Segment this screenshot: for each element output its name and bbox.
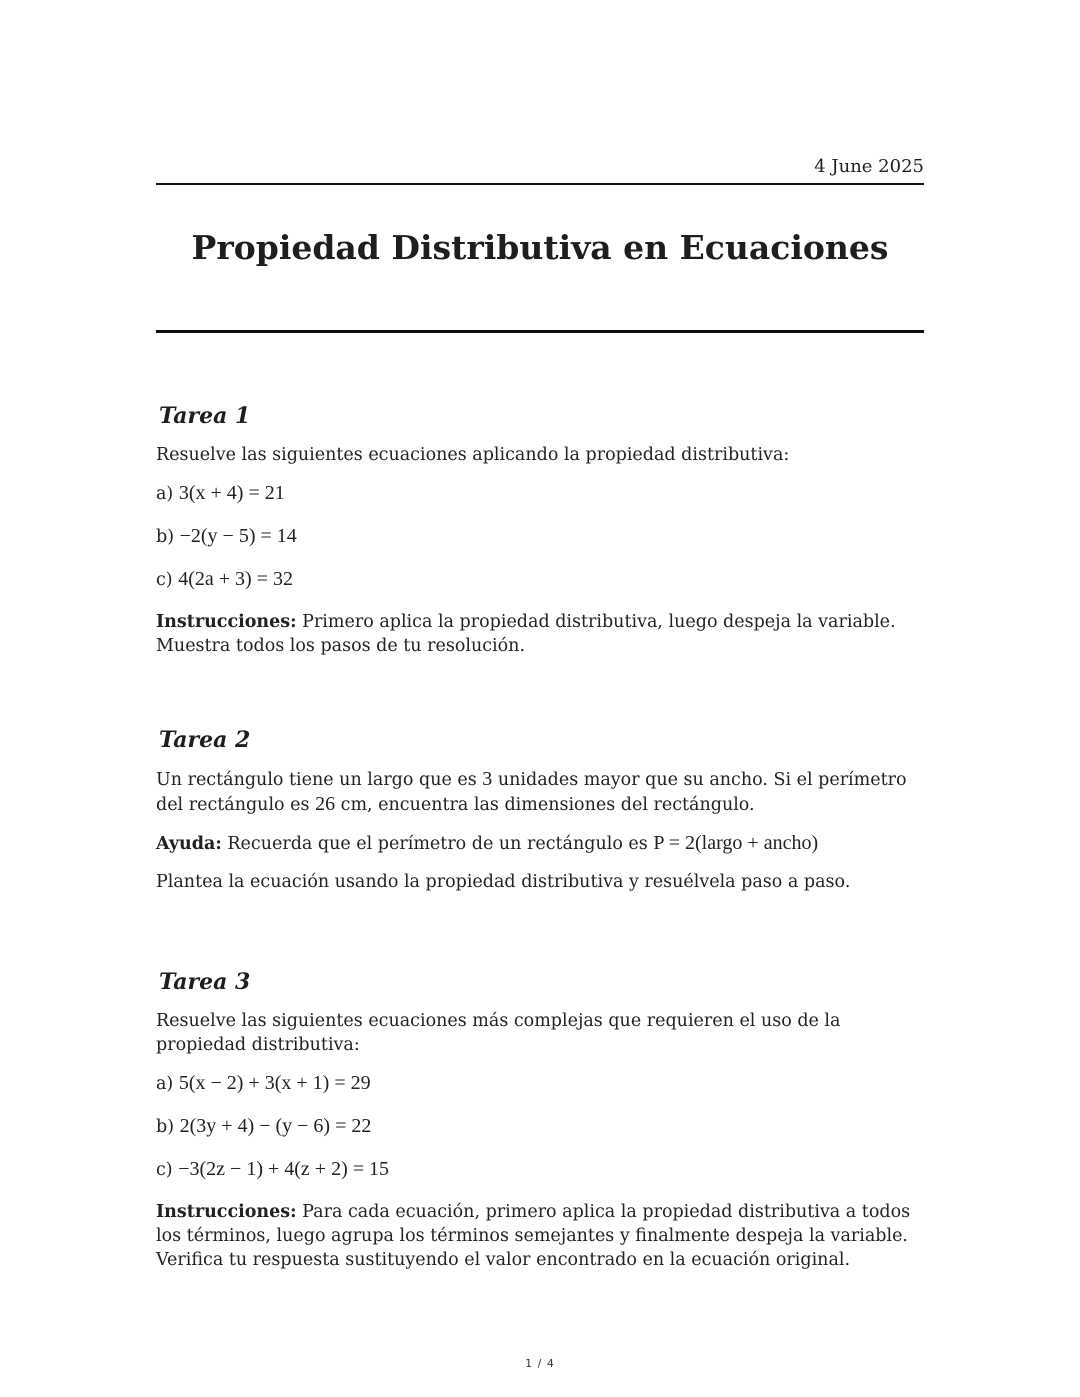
section-tarea-1 bbox=[156, 403, 916, 672]
page-number: 1 / 4 bbox=[525, 1357, 555, 1370]
perimeter-formula: P = 2(largo + ancho) bbox=[653, 832, 819, 854]
item-label: a) bbox=[156, 484, 174, 504]
instructions bbox=[156, 610, 916, 658]
section-tarea-3 bbox=[156, 969, 916, 1286]
equation-item bbox=[156, 567, 916, 592]
equation-item bbox=[156, 1157, 916, 1182]
instructions-label: Instrucciones: bbox=[156, 612, 297, 632]
item-label: c) bbox=[156, 1160, 173, 1180]
equation: −3(2z − 1) + 4(z + 2) = 15 bbox=[178, 1158, 390, 1180]
equation-item bbox=[156, 1071, 916, 1096]
section-heading: Tarea 3 bbox=[159, 969, 251, 995]
help-body: Recuerda que el perímetro de un rectángulo es bbox=[227, 834, 648, 854]
math-number: 3 bbox=[482, 768, 493, 790]
section-heading: Tarea 1 bbox=[159, 403, 251, 429]
text-fragment: cm, encuentra las dimensiones del rectángulo. bbox=[340, 795, 755, 815]
instructions-text: Para cada ecuación, primero aplica la propiedad distributiva a todos los términos, luego agrupa los términos semejantes y finalmente despeja la variable. Verifica tu respuesta sustituyendo el valor encontrado en la ecuación original. bbox=[156, 1202, 911, 1270]
math-number: 26 bbox=[315, 793, 336, 815]
item-label: b) bbox=[156, 1117, 175, 1137]
equation-item bbox=[156, 1114, 916, 1139]
section-intro: Resuelve las siguientes ecuaciones aplicando la propiedad distributiva: bbox=[156, 445, 790, 465]
item-label: b) bbox=[156, 527, 175, 547]
problem-instruction: Plantea la ecuación usando la propiedad distributiva y resuélvela paso a paso. bbox=[156, 872, 851, 892]
text-fragment: Un rectángulo tiene un largo que es bbox=[156, 770, 477, 790]
page-title: Propiedad Distributiva en Ecuaciones bbox=[191, 228, 889, 267]
item-label: a) bbox=[156, 1074, 174, 1094]
header-date: 4 June 2025 bbox=[814, 156, 924, 177]
equation: 5(x − 2) + 3(x + 1) = 29 bbox=[178, 1072, 371, 1094]
equation: 2(3y + 4) − (y − 6) = 22 bbox=[179, 1115, 372, 1137]
equation: 4(2a + 3) = 32 bbox=[178, 568, 293, 590]
instructions bbox=[156, 1200, 916, 1272]
problem-text bbox=[156, 767, 916, 817]
section-heading: Tarea 2 bbox=[159, 727, 251, 753]
text-fragment: unidades mayor que su ancho. Si el perímetro del rectángulo es bbox=[156, 770, 907, 815]
equation: 3(x + 4) = 21 bbox=[178, 482, 285, 504]
title-rule bbox=[156, 330, 924, 333]
item-label: c) bbox=[156, 570, 173, 590]
equation-item bbox=[156, 524, 916, 549]
equation-item bbox=[156, 481, 916, 506]
instructions-text: Primero aplica la propiedad distributiva, luego despeja la variable. Muestra todos los pasos de tu resolución. bbox=[156, 612, 896, 656]
help-text bbox=[156, 831, 916, 856]
section-intro: Resuelve las siguientes ecuaciones más complejas que requieren el uso de la propiedad distributiva: bbox=[156, 1011, 841, 1055]
section-tarea-2 bbox=[156, 727, 916, 908]
equation: −2(y − 5) = 14 bbox=[179, 525, 297, 547]
help-label: Ayuda: bbox=[156, 834, 222, 854]
instructions-label: Instrucciones: bbox=[156, 1202, 297, 1222]
header-rule bbox=[156, 183, 924, 185]
